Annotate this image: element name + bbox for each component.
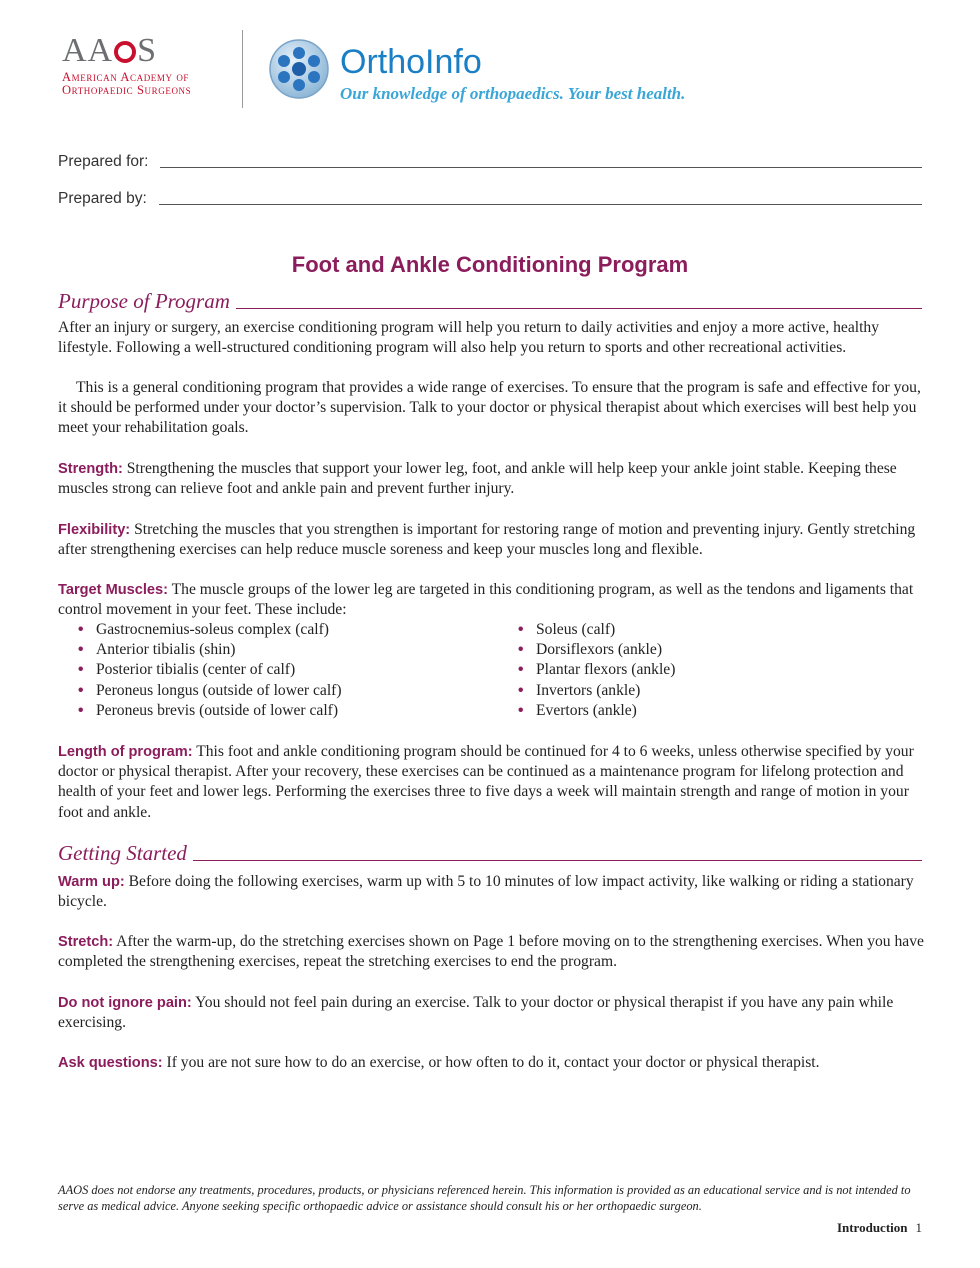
orthoinfo-sphere-icon — [268, 38, 330, 100]
page-number: 1 — [915, 1220, 922, 1235]
list-item: • Plantar flexors (ankle) — [516, 660, 675, 680]
warmup-text: Before doing the following exercises, warm up with 5 to 10 minutes of low impact activity, like walking or riding a stationary bicycle. — [58, 873, 914, 911]
list-item: • Invertors (ankle) — [516, 681, 675, 701]
pain-label: Do not ignore pain: — [58, 995, 192, 1011]
list-item: • Evertors (ankle) — [516, 701, 675, 721]
questions-text: If you are not sure how to do an exercise, or how often to do it, contact your doctor or physical therapist. — [162, 1054, 820, 1071]
list-item: • Gastrocnemius-soleus complex (calf) — [76, 620, 342, 640]
length-text: This foot and ankle conditioning program should be continued for 4 to 6 weeks, unless otherwise specified by your doctor or physical therapist. After your recovery, these exercises can be continued as a maintenance program for lifelong protection and health of your feet and lower legs. Performing the exercises three to five days a week will maintain strength and range of motion in your foot and ankle. — [58, 743, 914, 821]
length-label: Length of program: — [58, 744, 193, 760]
purpose-heading-text: Purpose of Program — [58, 289, 230, 313]
prepared-for-row — [58, 148, 922, 172]
questions-paragraph — [58, 1053, 924, 1073]
purpose-heading-rule — [236, 308, 922, 309]
getting-started-heading — [58, 837, 922, 865]
aaos-name-line2: Orthopaedic Surgeons — [62, 83, 192, 97]
stretch-label: Stretch: — [58, 934, 114, 950]
footer-section-label: Introduction — [836, 1220, 908, 1235]
pain-paragraph — [58, 993, 924, 1033]
flexibility-paragraph — [58, 520, 924, 560]
strength-text: Strengthening the muscles that support your lower leg, foot, and ankle will help keep your ankle joint stable. Keeping these muscles strong can relieve foot and ankle pain and prevent further injury. — [58, 460, 897, 498]
purpose-paragraph-2: This is a general conditioning program that provides a wide range of exercises. To ensure that the program is safe and effective for you, it should be performed under your doctor’s supervision. Talk to your doctor or physical therapist about which exercises will best help you meet your rehabilitation goals. — [58, 379, 921, 437]
list-item: • Dorsiflexors (ankle) — [516, 640, 675, 660]
flexibility-text: Stretching the muscles that you strengthen is important for restoring range of motion and preventing injury. Gently stretching after strengthening exercises can help reduce muscle soreness and keep your muscles long and flexible. — [58, 521, 916, 559]
aaos-letters-s: S — [137, 32, 158, 69]
document-title: Foot and Ankle Conditioning Program — [291, 252, 689, 277]
purpose-heading — [58, 285, 922, 313]
target-muscles-paragraph — [58, 580, 924, 620]
stretch-text: After the warm-up, do the stretching exercises shown on Page 1 before moving on to the strengthening exercises. When you have completed the strengthening exercises, repeat the stretching exercises to end the program. — [58, 933, 924, 971]
prepared-by-field[interactable] — [159, 204, 922, 205]
aaos-ring-icon — [114, 41, 136, 63]
prepared-by-row — [58, 185, 922, 209]
header-divider — [242, 30, 243, 108]
disclaimer: AAOS does not endorse any treatments, procedures, products, or physicians referenced herein. This information is provided as an educational service and is not intended to serve as medical advice. Anyone seeking specific orthopaedic advice or assistance should consult his or her orthopaedic surgeon. — [58, 1183, 911, 1213]
strength-label: Strength: — [58, 461, 123, 477]
warmup-label: Warm up: — [58, 874, 125, 890]
list-item: • Peroneus longus (outside of lower calf) — [76, 681, 342, 701]
muscle-list-left — [76, 620, 342, 721]
orthoinfo-tagline: Our knowledge of orthopaedics. Your best health. — [340, 84, 686, 103]
questions-label: Ask questions: — [58, 1055, 163, 1071]
prepared-for-label: Prepared for: — [58, 153, 149, 170]
orthoinfo-title: OrthoInfo — [340, 43, 482, 81]
target-muscles-label: Target Muscles: — [58, 582, 169, 598]
list-item: • Posterior tibialis (center of calf) — [76, 660, 342, 680]
warmup-paragraph — [58, 872, 924, 912]
pain-text: You should not feel pain during an exercise. Talk to your doctor or physical therapist if you have any pain while exercising. — [58, 994, 894, 1032]
stretch-paragraph — [58, 932, 924, 972]
muscle-list-right — [516, 620, 675, 721]
length-paragraph — [58, 742, 924, 823]
list-item: • Anterior tibialis (shin) — [76, 640, 342, 660]
aaos-wordmark — [62, 34, 232, 68]
list-item: • Peroneus brevis (outside of lower calf) — [76, 701, 342, 721]
getting-started-heading-text: Getting Started — [58, 841, 187, 865]
purpose-paragraph-1: After an injury or surgery, an exercise conditioning program will help you return to daily activities and enjoy a more active, healthy lifestyle. Following a well-structured conditioning program will also help you return to sports and other recreational activities. — [58, 319, 880, 357]
strength-paragraph — [58, 459, 924, 499]
aaos-name-line1: American Academy of — [62, 70, 190, 84]
prepared-by-label: Prepared by: — [58, 190, 147, 207]
prepared-for-field[interactable] — [160, 167, 922, 168]
target-muscles-text: The muscle groups of the lower leg are targeted in this conditioning program, as well as the tendons and ligaments that control movement in your feet. These include: — [58, 581, 914, 619]
flexibility-label: Flexibility: — [58, 522, 131, 538]
aaos-logo — [62, 34, 232, 97]
list-item: • Soleus (calf) — [516, 620, 675, 640]
aaos-letters-a: AA — [62, 32, 114, 69]
page-footer — [837, 1220, 922, 1236]
getting-started-heading-rule — [193, 860, 922, 861]
